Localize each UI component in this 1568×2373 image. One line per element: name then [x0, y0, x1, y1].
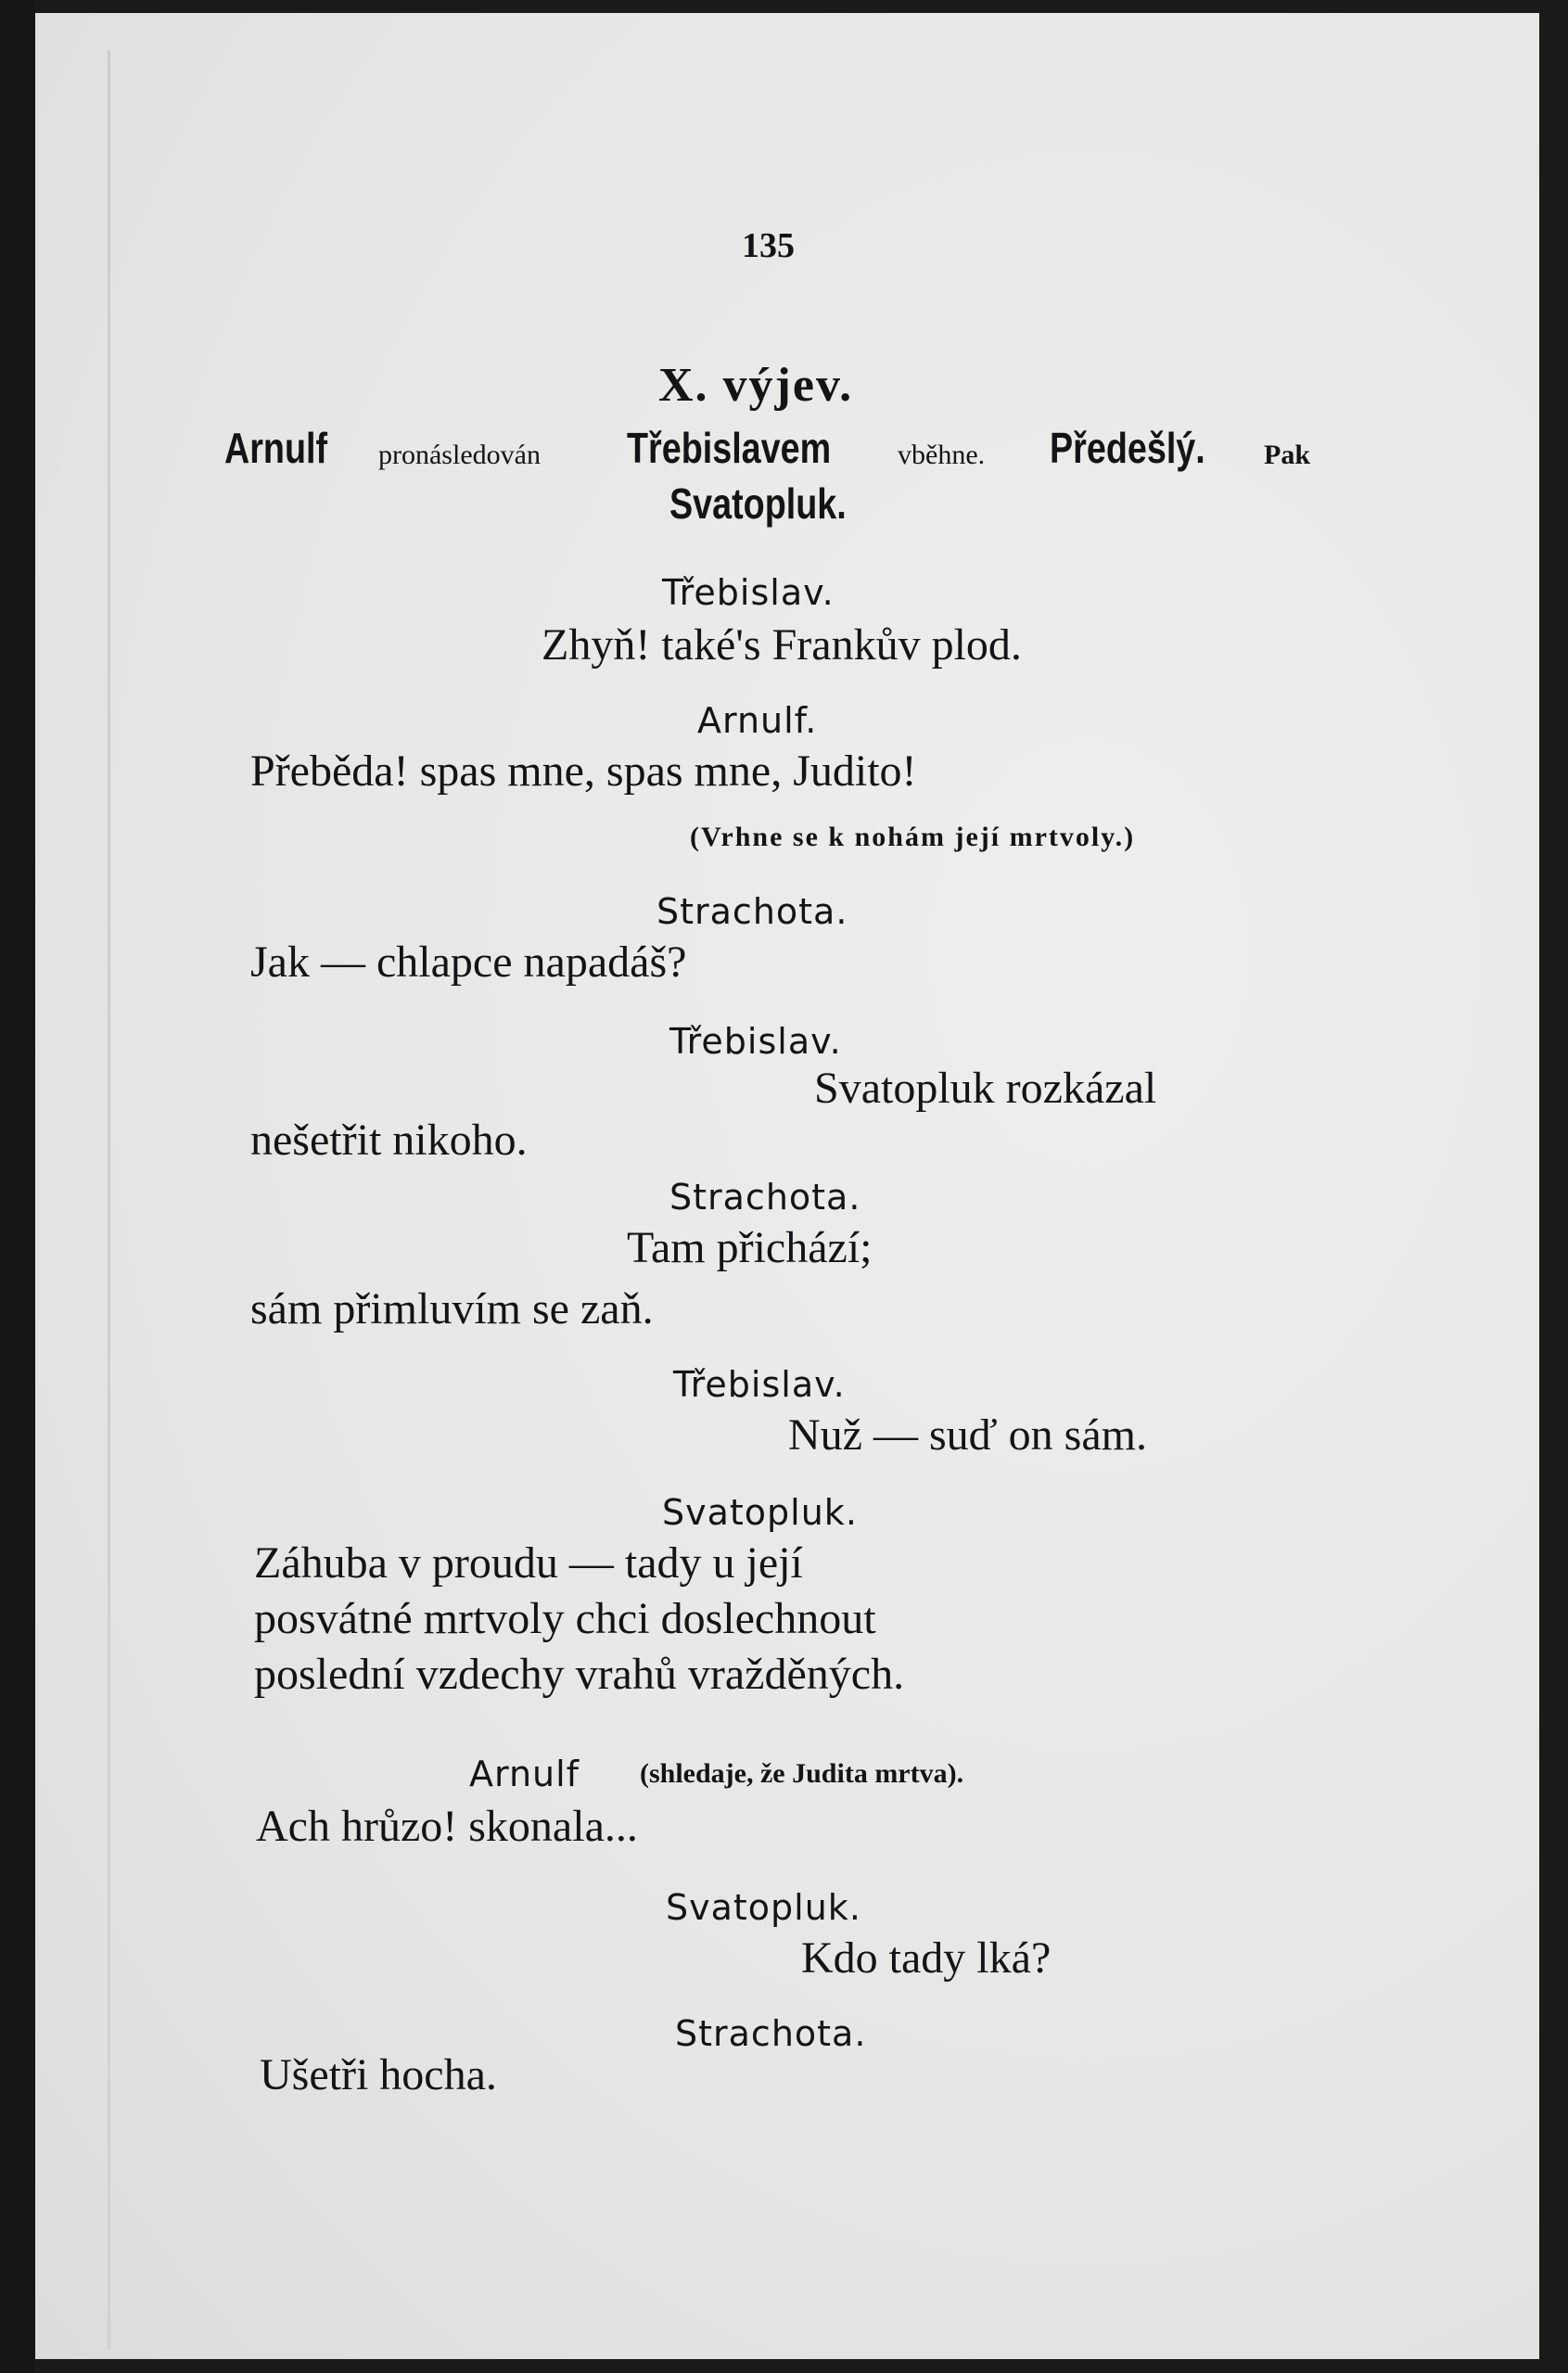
speaker-label: Třebislav. — [673, 1364, 846, 1405]
verse-line: Svatopluk rozkázal — [814, 1064, 1157, 1113]
heading-name-trebislavem-wrap — [627, 424, 875, 472]
speaker-label: Strachota. — [657, 891, 848, 932]
speaker-label: Arnulf. — [697, 700, 818, 741]
verse-line: Tam přichází; — [627, 1223, 873, 1272]
heading-name-svatopluk: Svatopluk. — [669, 479, 847, 528]
speaker-label: Arnulf — [469, 1754, 580, 1794]
verse-line: Zhyň! také's Frankův plod. — [542, 620, 1022, 670]
verse-line: Ach hrůzo! skonala... — [256, 1802, 638, 1851]
page-left-shadow — [0, 0, 35, 2373]
heading-name-predesly: Předešlý. — [1050, 424, 1205, 472]
speaker-label: Třebislav. — [662, 572, 835, 613]
speaker-label: Třebislav. — [669, 1021, 842, 1062]
heading-name-trebislavem: Třebislavem — [627, 424, 832, 472]
verse-line: Jak — chlapce napadáš? — [250, 938, 687, 987]
gutter-line — [108, 50, 110, 2350]
speaker-label: Svatopluk. — [666, 1887, 861, 1928]
page-number: 135 — [742, 226, 795, 265]
heading-name-svatopluk-wrap — [669, 479, 886, 528]
verse-line: Záhuba v proudu — tady u její — [254, 1538, 803, 1588]
heading-text-1: pronásledován — [378, 440, 541, 470]
speaker-label: Svatopluk. — [662, 1492, 858, 1533]
heading-name-arnulf: Arnulf — [224, 424, 328, 472]
speaker-label: Strachota. — [675, 2013, 867, 2054]
verse-line: Nuž — suď on sám. — [788, 1410, 1147, 1460]
scene-heading — [224, 424, 350, 472]
heading-text-3: Pak — [1264, 440, 1311, 470]
verse-line: Kdo tady lká? — [801, 1933, 1052, 1983]
speaker-label: Strachota. — [669, 1177, 861, 1218]
verse-line: Ušetři hocha. — [260, 2050, 497, 2099]
scene-title: X. výjev. — [658, 359, 854, 412]
heading-name-predesly-wrap — [1050, 424, 1240, 472]
verse-line: posvátné mrtvoly chci doslechnout — [254, 1594, 876, 1643]
verse-line: poslední vzdechy vrahů vražděných. — [254, 1650, 905, 1699]
speaker-note: (shledaje, že Judita mrtva). — [640, 1758, 964, 1789]
verse-line: Přeběda! spas mne, spas mne, Judito! — [250, 746, 917, 796]
heading-text-2: vběhne. — [898, 440, 986, 470]
stage-direction: (Vrhne se k nohám její mrtvoly.) — [690, 822, 1136, 852]
book-page — [35, 13, 1539, 2359]
verse-line: nešetřit nikoho. — [250, 1116, 528, 1165]
verse-line: sám přimluvím se zaň. — [250, 1284, 654, 1333]
